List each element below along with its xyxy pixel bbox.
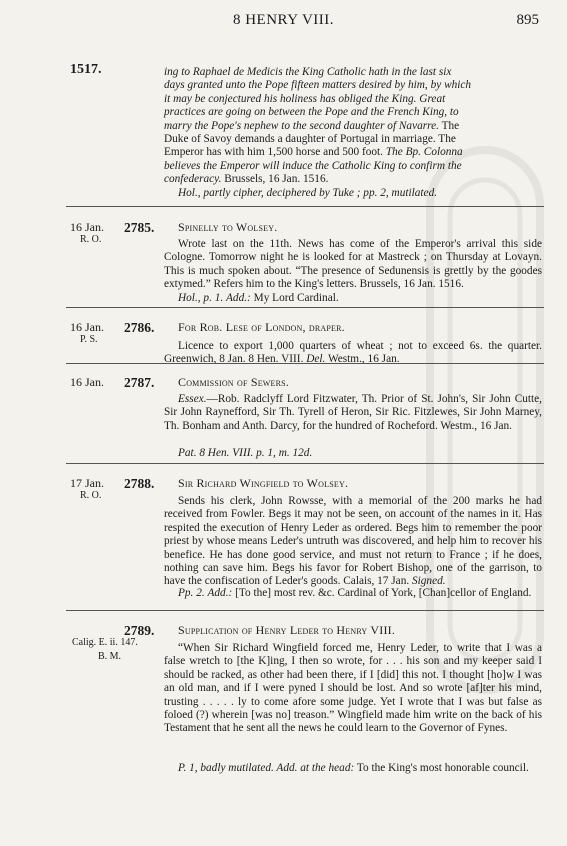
entry-date: 16 Jan.: [70, 375, 104, 389]
entry-number: 2785.: [124, 220, 155, 235]
continuation-text: [164, 66, 542, 200]
continuation-line: marry the Pope's nephew to the second daughter of Navarre. The: [164, 119, 460, 132]
continuation-line: Duke of Savoy demands a daughter of Portugal in marriage. The: [164, 133, 456, 146]
section-divider: [66, 307, 544, 308]
entry-text: Wrote last on the 11th. News has come of the Emperor's arrival this side Cologne. Tomorrow night he is looked for at Mastreck ; on Thursday at Lovayn. This is much spoken about. “The presence of Sedunensis is grettly by the goodes extymed.” Refers him to the King's letters. Brussels, 16 Jan. 1516.: [164, 238, 542, 291]
entry-date: 16 Jan.: [70, 320, 104, 334]
entry-heading: Spinelly to Wolsey.: [178, 220, 278, 234]
entry-date: 17 Jan.: [70, 476, 104, 490]
entry-number: 2788.: [124, 476, 155, 491]
entry-note: Hol., p. 1. Add.: My Lord Cardinal.: [178, 292, 339, 304]
continuation-line: days granted unto the Pope fifteen matters desired by him, by which: [164, 79, 472, 92]
entry-reference: R. O.: [80, 490, 102, 501]
section-divider: [66, 610, 544, 611]
continuation-line: ing to Raphael de Medicis the King Catholic hath in the last six: [164, 66, 452, 78]
section-divider: [66, 463, 544, 464]
entry-reference: P. S.: [80, 334, 98, 345]
entry-number: 2786.: [124, 320, 155, 335]
continuation-line: practices are going on between the Pope and the French King, to: [164, 106, 459, 119]
entry-date: 16 Jan.: [70, 220, 104, 234]
entry-reference: Calig. E. ii. 147.: [72, 637, 138, 648]
entry-heading: Commission of Sewers.: [178, 375, 289, 389]
continuation-line: confederacy. Brussels, 16 Jan. 1516.: [164, 173, 329, 186]
entry-heading: Sir Richard Wingfield to Wolsey.: [178, 476, 349, 490]
entry-number: 2789.: [124, 623, 155, 638]
running-title: 8 HENRY VIII.: [232, 12, 335, 28]
continuation-line: it may be conjectured his holiness has obliged the King. Great: [164, 92, 446, 105]
entry-heading: For Rob. Lese of London, draper.: [178, 320, 345, 334]
entry-note: P. 1, badly mutilated. Add. at the head: To the King's most honorable council.: [178, 762, 529, 774]
section-divider: [66, 206, 544, 207]
continuation-line: Emperor has with him 1,500 horse and 500 foot. The Bp. Colonna: [164, 146, 463, 159]
entry-heading: Supplication of Henry Leder to Henry VIII.: [178, 623, 396, 637]
entry-reference: R. O.: [80, 234, 102, 245]
entry-text: Licence to export 1,000 quarters of wheat ; not to exceed 6s. the quarter. Greenwich, 8 Jan. 8 Hen. VIII. Del. Westm., 16 Jan.: [164, 340, 542, 366]
page-number: 895: [516, 12, 539, 28]
entry-note: Pat. 8 Hen. VIII. p. 1, m. 12d.: [178, 447, 313, 459]
entry-note: Pp. 2. Add.: [To the] most rev. &c. Cardinal of York, [Chan]cellor of England.: [178, 587, 532, 599]
entry-text: “When Sir Richard Wingfield forced me, Henry Leder, to write that I was a false wretch to [the K]ing, I then so wrote, for . . . his son and my keeper said I should be racked, as other had been there, if I [did] this not. I thought [ho]w I was an old man, and if I were pyned I should be lost. And so wrote [af]ter his mind, trusting . . . . . ly to come afore some judge. Yet I wrote that I was but false as foloed (?) wherein [was no] treason.” Wingfield made him write on the back of his Testament that he sent all the news he could learn to the Governor of Fynes.: [164, 642, 542, 735]
continuation-note: Hol., partly cipher, deciphered by Tuke ; pp. 2, mutilated.: [178, 186, 438, 199]
section-divider: [66, 363, 544, 364]
continuation-line: believes the Emperor will induce the Catholic King to confirm the: [164, 159, 462, 172]
entry-number: 2787.: [124, 375, 155, 390]
entry-text: Essex.—Rob. Radclyff Lord Fitzwater, Th. Prior of St. John's, Sir John Cutte, Sir John Raynefford, Sir Th. Tyrell of Heron, Sir Ric. Fitzlewes, Sir John Marney, Th. Bonham and Anth. Darcy, for the hundred of Rocheford. Westm., 16 Jan.: [164, 393, 542, 432]
year-marker: 1517.: [70, 62, 102, 77]
entry-reference-secondary: B. M.: [98, 651, 122, 662]
entry-text: Sends his clerk, John Rowsse, with a memorial of the 200 marks he had received from Fowler. Begs it may not be seen, on account of the names in it. Has respited the execution of Henry Leder as ordered. Begs him to remember the poor priest by whose means Leder's untruth was discovered, and help him to recover his benefice. He has done good service, and must not return to France ; if he does, nothing can save him. Begs his favor for Robert Bishop, one of the garrison, to have the confiscation of Leder's goods. Calais, 17 Jan. Signed.: [164, 495, 542, 588]
